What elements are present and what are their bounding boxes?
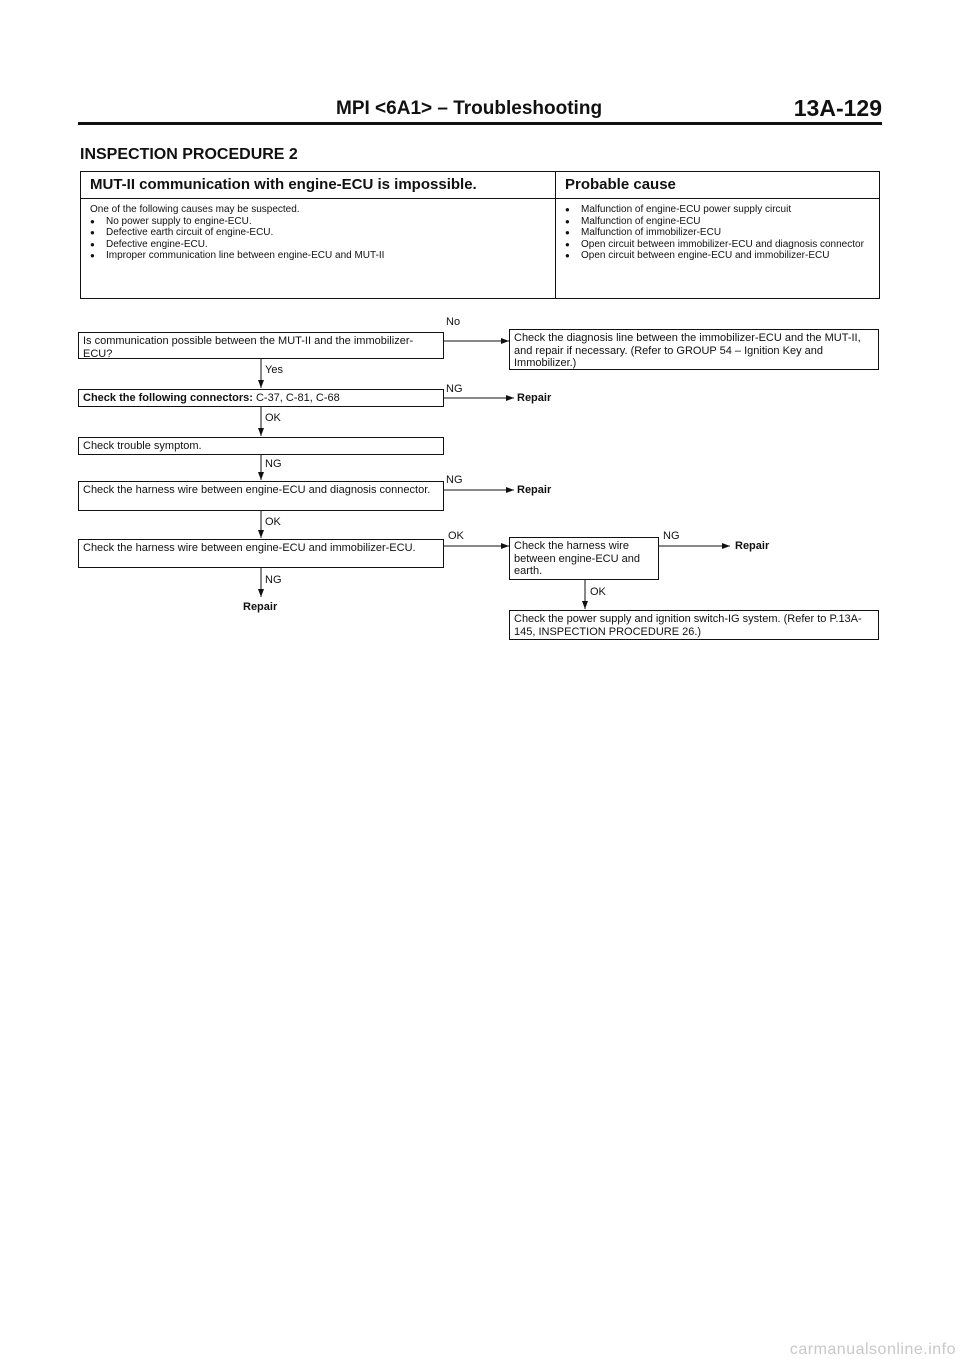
- step6-box: Check the harness wire between engine-ECU and earth.: [509, 537, 659, 580]
- step2-ok-label: OK: [265, 412, 281, 424]
- probable-cause-item: ● Malfunction of engine-ECU: [565, 216, 871, 228]
- step3-box: Check trouble symptom.: [78, 437, 444, 455]
- cause-item: ● Defective earth circuit of engine-ECU.: [90, 227, 547, 239]
- probable-cause-header: Probable cause: [556, 172, 879, 199]
- step5-ok-label: OK: [448, 530, 464, 542]
- step1-no-label: No: [446, 316, 461, 328]
- step5-ng-label: NG: [265, 574, 282, 586]
- step2-ng-label: NG: [446, 383, 463, 395]
- step6-repair: Repair: [735, 540, 770, 552]
- probable-cause-item: ● Malfunction of engine-ECU power supply circuit: [565, 204, 871, 216]
- cause-item: ● Defective engine-ECU.: [90, 239, 547, 251]
- step4-ng-label: NG: [446, 474, 463, 486]
- page-header-title: MPI <6A1> – Troubleshooting: [336, 98, 603, 119]
- step6-ok-label: OK: [590, 586, 606, 598]
- probable-cause-item: ● Malfunction of immobilizer-ECU: [565, 227, 871, 239]
- step2-repair: Repair: [517, 392, 552, 404]
- step1-yes-label: Yes: [265, 364, 283, 376]
- step2-label-bold: Check the following connectors:: [83, 392, 253, 404]
- intro-text: One of the following causes may be suspected.: [90, 204, 300, 215]
- cause-item: ● No power supply to engine-ECU.: [90, 216, 547, 228]
- watermark: carmanualsonline.info: [789, 1341, 956, 1358]
- symptom-header: MUT-II communication with engine-ECU is impossible.: [81, 172, 556, 199]
- step2-label-rest: C-37, C-81, C-68: [252, 392, 340, 404]
- step4-repair: Repair: [517, 484, 552, 496]
- step5-box: Check the harness wire between engine-ECU and immobilizer-ECU.: [78, 539, 444, 568]
- probable-cause-item: ● Open circuit between immobilizer-ECU and diagnosis connector: [565, 239, 871, 251]
- step7-box: Check the power supply and ignition switch-IG system. (Refer to P.13A-145, INSPECTION PROCEDURE 26.): [509, 610, 879, 640]
- step2-box: [78, 389, 444, 407]
- step1-no-result-box: Check the diagnosis line between the immobilizer-ECU and the MUT-II, and repair if necessary. (Refer to GROUP 54 – Ignition Key and Immobilizer.): [509, 329, 879, 370]
- step1-box: Is communication possible between the MUT-II and the immobilizer-ECU?: [78, 332, 444, 359]
- step6-ng-label: NG: [663, 530, 680, 542]
- step5-repair: Repair: [243, 601, 278, 613]
- cause-item: ● Improper communication line between engine-ECU and MUT-II: [90, 250, 547, 262]
- step4-ok-label: OK: [265, 516, 281, 528]
- probable-cause-item: ● Open circuit between engine-ECU and immobilizer-ECU: [565, 250, 871, 262]
- procedure-title: INSPECTION PROCEDURE 2: [80, 146, 298, 163]
- step4-box: Check the harness wire between engine-ECU and diagnosis connector.: [78, 481, 444, 511]
- step3-ng-label: NG: [265, 458, 282, 470]
- page-number: 13A-129: [793, 95, 882, 121]
